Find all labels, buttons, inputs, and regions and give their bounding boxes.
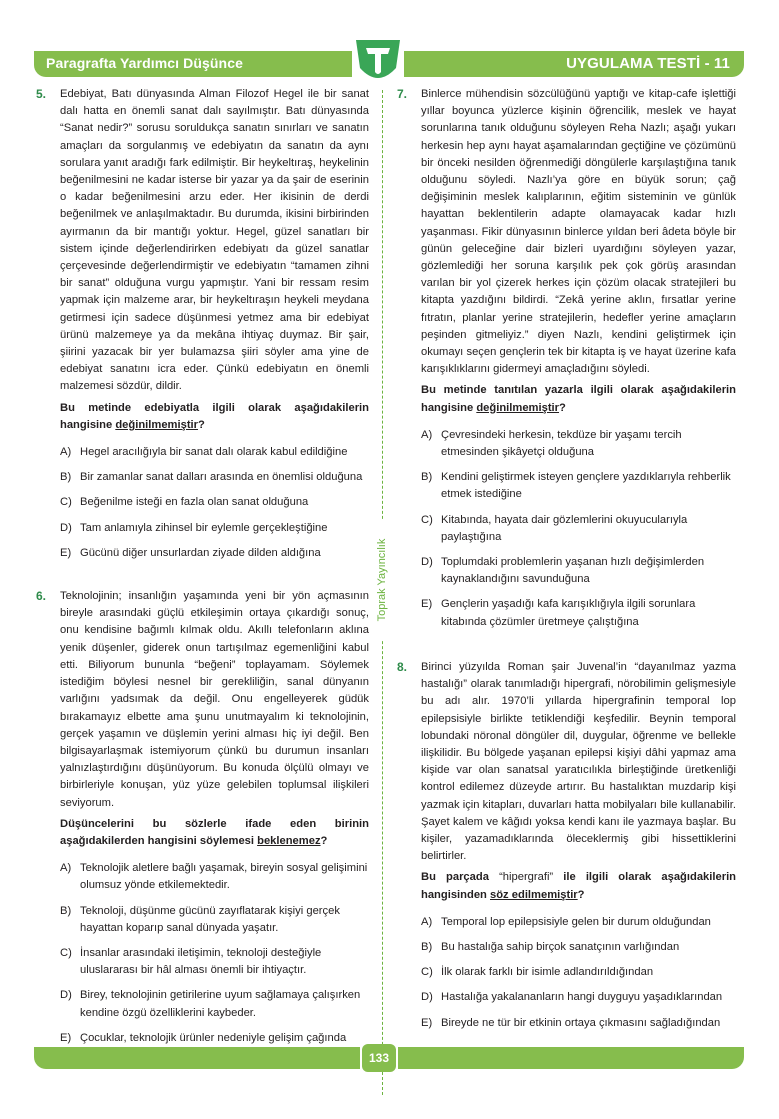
question-7 <box>397 86 736 631</box>
question-stem: Bu metinde edebiyatla ilgili olarak aşağıdakilerin hangisine değinilmemiştir? <box>60 401 369 431</box>
option-e[interactable]: E) Gücünü diğer unsurlardan ziyade dilden aldığına <box>60 546 321 559</box>
option-d[interactable]: D) Tam anlamıyla zihinsel bir eylemle gerçekleştiğine <box>60 521 328 534</box>
option-a[interactable]: A) Teknolojik aletlere bağlı yaşamak, bireyin sosyal gelişimini olumsuz yönde etkilemektedir. <box>60 862 368 892</box>
stem-key: söz edilmemiştir <box>490 888 578 901</box>
question-stem: Bu parçada “hipergrafi” ile ilgili olarak aşağıdakilerin hangisinden söz edilmemiştir? <box>421 871 737 901</box>
question-6 <box>36 588 369 1064</box>
option-c[interactable]: C) Beğenilme isteği en fazla olan sanat olduğuna <box>60 496 309 509</box>
header-right-bar <box>404 51 744 77</box>
question-stem: Bu metinde tanıtılan yazarla ilgili olarak aşağıdakilerin hangisine değinilmemiştir? <box>421 384 736 414</box>
question-8 <box>397 659 736 1032</box>
left-column <box>36 86 369 1072</box>
question-number: 5. <box>36 87 47 101</box>
header-left-bar <box>34 51 352 77</box>
question-paragraph: Birinci yüzyılda Roman şair Juvenal’in “dayanılmaz yazma hastalığı” olarak tanımladığı hipergrafi, nörobilimin gelişmesiyle bu adı alır. 1970’li yıllarda hipergrafinin temporal lop epilepsisiyle birlikte tetiklendiği keşfedilir. Beynin temporal lobundaki nöronal döngüler dil, duygular, öğrenme ve bellekle ilişkilidir. Bu bölgede yaşanan epilepsi kişiyi dâhi yapmaz ama kişide var olan sanatsal yaratıcılıkla birleştiğinde üretkenliği kontrol edilemez düzeyde artırır. Bu hastalıktan muzdarip kişi yazmak için kitapları, duvarları hatta mobilyaları bile kullanabilir. Şayet kalem ve kâğıdı yoksa kendi kanı ile yazmaya başlar. Bu kişiler, yazamadıklarında öleceklermiş gibi hissettiklerini belirtirler. <box>421 660 736 863</box>
stem-key: beklenemez <box>257 834 321 847</box>
question-number: 6. <box>36 589 47 604</box>
section-title: Paragrafta Yardımcı Düşünce <box>46 55 243 71</box>
option-b[interactable]: B) Kendini geliştirmek isteyen gençlere yazdıklarıyla rehberlik etmek istediğine <box>421 471 731 501</box>
page-number: 133 <box>362 1044 396 1072</box>
question-5 <box>36 86 369 562</box>
option-b[interactable]: B) Bir zamanlar sanat dalları arasında en önemlisi olduğuna <box>60 471 363 484</box>
side-label-box <box>372 520 392 640</box>
stem-key: değinilmemiştir <box>476 401 560 414</box>
question-number: 7. <box>397 87 408 101</box>
stem-key: değinilmemiştir <box>115 418 199 431</box>
question-paragraph: Edebiyat, Batı dünyasında Alman Filozof Hegel ile bir sanat dalı hatta en önemli sanat dalı sayılmıştır. Batı dünyasında “Sanat nedir?” sorusu soruldukça sanatın sınırları ve sanatın amaçları da sorgulanmış ve edebiyatın da sanatın da aynı sorulara yanıt aradığı fark edilmiştir. Bir heykeltıraş, heykelinin beğenilmesini ne kadar isterse bir yazar ya da şair de eserinin o kadar beğenilmesini arzu eder. Her ikisinin de derdi beğenilmek ve anlaşılmaktadır. Bu durumda, ikisini birbirinden ayırmanın da bir mantığı yoktur. Hegel, güzel sanatları bir sistem içinde değerlendirirken edebiyatı da güzel sanatlar çerçevesinde değerlendirmiştir ve edebiyatın “tamamen zihni bir sanat” olduğuna vurgu yapmıştır. Yani bir ressam resim yapmak için malzeme arar, bir heykeltıraşın heykeli meydana getirmesi için sadece düşünmesi yetmez ama bir edebiyat ürünü malzemeye ya da mekâna ihtiyaç duymaz. Bir şair, şiirini yazacak bir yer bulamazsa şiiri söyler ama yine de edebiyat sanatını icra eder. Çünkü edebiyatın en önemli malzemesi sözdür, dildir. <box>60 88 369 393</box>
question-stem: Düşüncelerini bu sözlerle ifade eden birinin aşağıdakilerden hangisini söylemesi beklenemez? <box>60 817 369 847</box>
footer-right-bar <box>398 1047 744 1069</box>
option-d[interactable]: D) Birey, teknolojinin getirilerine uyum sağlamaya çalışırken kendine özgü özelliklerini kaybeder. <box>60 989 361 1019</box>
option-b[interactable]: B) Teknoloji, düşünme gücünü zayıflatarak kişiyi gerçek hayattan koparıp sanal dünyada yaşatır. <box>60 904 340 934</box>
question-number: 8. <box>397 659 408 674</box>
option-a[interactable]: A) Çevresindeki herkesin, tekdüze bir yaşamı tercih etmesinden şikâyetçi olduğuna <box>421 428 682 459</box>
option-e[interactable]: E) Çocuklar, teknolojik ürünler nedeniyle gelişim çağında <box>60 1031 347 1044</box>
option-d[interactable]: D) Hastalığa yakalananların hangi duyguyu yaşadıklarından <box>421 991 723 1004</box>
question-paragraph: Teknolojinin; insanlığın yaşamında yeni bir yön açmasının bireyle arasındaki güçlü etkileşimin ortaya çıkardığı sonuç, onu kendisine bağımlı kılmak oldu. Akıllı telefonların aklına yenik düşenler, giderek onun tartışılmaz egemenliğini kabul etti. Biliyorum bununla “beğeni” toplayamam. Söylemek istediğim böylesi nesnel bir gerekliliğin, sanal dünyanın varlığını yadsımak da değil. Onu engelleyerek güdük bırakamayız elbette ama şunu unutmayalım ki teknolojinin, gerçek yaşamın ve düşlemin yerini alması hiç iyi değil. Ben bilgisayarlaşmak istemiyorum çünkü bu durumun insanları yalnızlaştırdığını düşünüyorum. Bu konuda ölçülü olmayı ve birbirleriyle konuşan, yüz yüze gelebilen toplumsal ilişkileri seviyorum. <box>60 590 369 809</box>
right-column <box>397 86 736 1040</box>
publisher-side-label: Toprak Yayıncılık <box>376 538 388 622</box>
option-b[interactable]: B) Bu hastalığa sahip birçok sanatçının varlığından <box>421 940 680 953</box>
test-title: UYGULAMA TESTİ - 11 <box>566 55 730 72</box>
option-a[interactable]: A) Hegel aracılığıyla bir sanat dalı olarak kabul edildiğine <box>60 446 348 459</box>
option-c[interactable]: C) İnsanlar arasındaki iletişimin, teknoloji desteğiyle uluslararası bir hâl alması önemli bir ihtiyaçtır. <box>60 946 322 977</box>
option-c[interactable]: C) İlk olarak farklı bir isimle adlandırıldığından <box>421 966 654 979</box>
option-c[interactable]: C) Kitabında, hayata dair gözlemlerini okuyucularıyla paylaştığına <box>421 513 688 543</box>
option-e[interactable]: E) Gençlerin yaşadığı kafa karışıklığıyla ilgili sorunlara kitabında çözümler üretmeye çalıştığına <box>421 598 696 628</box>
footer-left-bar <box>34 1047 360 1069</box>
publisher-logo-icon <box>352 38 404 84</box>
option-a[interactable]: A) Temporal lop epilepsisiyle gelen bir durum olduğundan <box>421 915 711 928</box>
option-e[interactable]: E) Bireyde ne tür bir etkinin ortaya çıkmasını sağladığından <box>421 1016 721 1029</box>
option-d[interactable]: D) Toplumdaki problemlerin yaşanan hızlı değişimlerden kaynaklandığını savunduğuna <box>421 556 705 586</box>
question-paragraph: Binlerce mühendisin sözcülüğünü yaptığı ve kitap-cafe işlettiği yıllar boyunca yüzlerce kişinin öğrencilik, meslek ve hayat sorunlarına tanık olduğunu söyleyen Reha Nazlı; aşağı yukarı herkesin hep aynı hayat aşamalarından geçtiğine ve çözümünü bir önceki nesilden öğrenmediği döngülerle karşılaştığına tanık olduğunu söyledi. Nazlı’ya göre en büyük sorun; çağ değişiminin meslek kalıplarının, eğitim sisteminin ve günlük hayattan beklentilerin adapte olamayacak kadar hızlı yaşanması. Fikir dünyasının binlerce yıldan beri âdeta böyle bir günün geleceğine dair bizleri uyardığını söyleyen yazar, gözlemlediği her soruna karşılık pek çok görüş arasından varılan bir yol çizerek herkes için çözüm olacak stratejileri bu kitapta yazdığını bildirdi. “Zekâ yerine aklın, fırsatlar yerine fıtratın, planlar yerine stratejilerin, hedefler yerine amaçların peşinden gitmeliyiz.” diyen Nazlı, kendini geliştirmek için okumayı seçen gençlerin tek bir kitapta iş ve hayat üzerine kafa karışıklıklarını gidermeyi amaçladığını söyledi. <box>421 88 736 376</box>
